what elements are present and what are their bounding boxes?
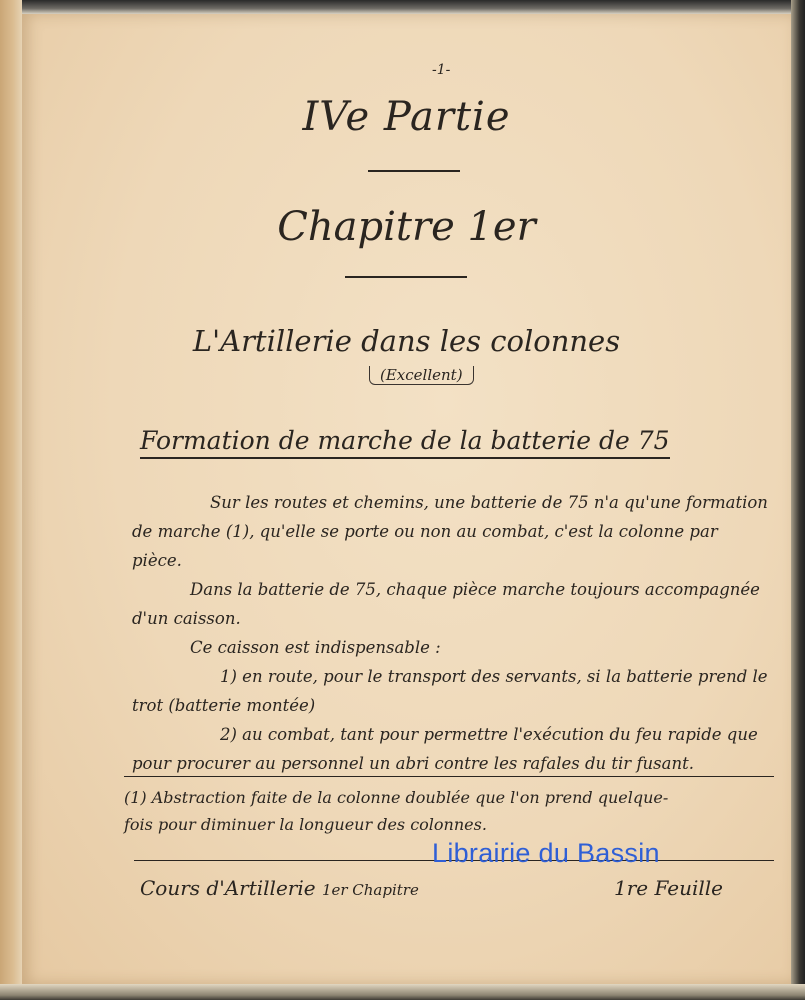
footnote-line: (1) Abstraction faite de la colonne doublée que l'on prend quelque- xyxy=(124,788,669,807)
book-spine-edge xyxy=(0,0,22,1000)
paragraph: 1) en route, pour le transport des servants, si la batterie prend le trot (batterie montée) xyxy=(132,667,768,715)
paragraph: Sur les routes et chemins, une batterie de 75 n'a qu'une formation de marche (1), qu'elle se porte ou non au combat, c'est la colonne par pièce. xyxy=(132,493,768,570)
book-right-edge xyxy=(791,0,805,1000)
title-rule xyxy=(368,170,460,172)
manuscript-page xyxy=(22,14,791,984)
part-title: IVe Partie xyxy=(302,94,511,140)
course-footer xyxy=(140,876,419,900)
section-heading: Formation de marche de la batterie de 75 xyxy=(140,426,670,459)
teacher-annotation: (Excellent) xyxy=(369,366,474,385)
book-top-edge xyxy=(0,0,805,14)
book-bottom-edge xyxy=(0,984,805,1000)
body-text xyxy=(132,488,772,778)
chapter-label: 1er Chapitre xyxy=(321,881,419,899)
paragraph: 2) au combat, tant pour permettre l'exécution du feu rapide que pour procurer au personnel un abri contre les rafales du tir fusant. xyxy=(132,725,758,773)
chapter-rule xyxy=(345,276,467,278)
sheet-label: 1re Feuille xyxy=(614,876,724,900)
subject-title: L'Artillerie dans les colonnes xyxy=(192,324,621,358)
paragraph: Dans la batterie de 75, chaque pièce marche toujours accompagnée d'un caisson. xyxy=(132,580,760,628)
page-number: -1- xyxy=(432,62,451,78)
chapter-title: Chapitre 1er xyxy=(277,204,536,250)
footnote xyxy=(124,784,774,838)
course-name: Cours d'Artillerie xyxy=(140,876,316,900)
paragraph: Ce caisson est indispensable : xyxy=(190,638,441,657)
watermark-text: Librairie du Bassin xyxy=(432,838,660,868)
footnote-rule xyxy=(124,776,774,777)
footnote-line: fois pour diminuer la longueur des colonnes. xyxy=(124,815,487,834)
